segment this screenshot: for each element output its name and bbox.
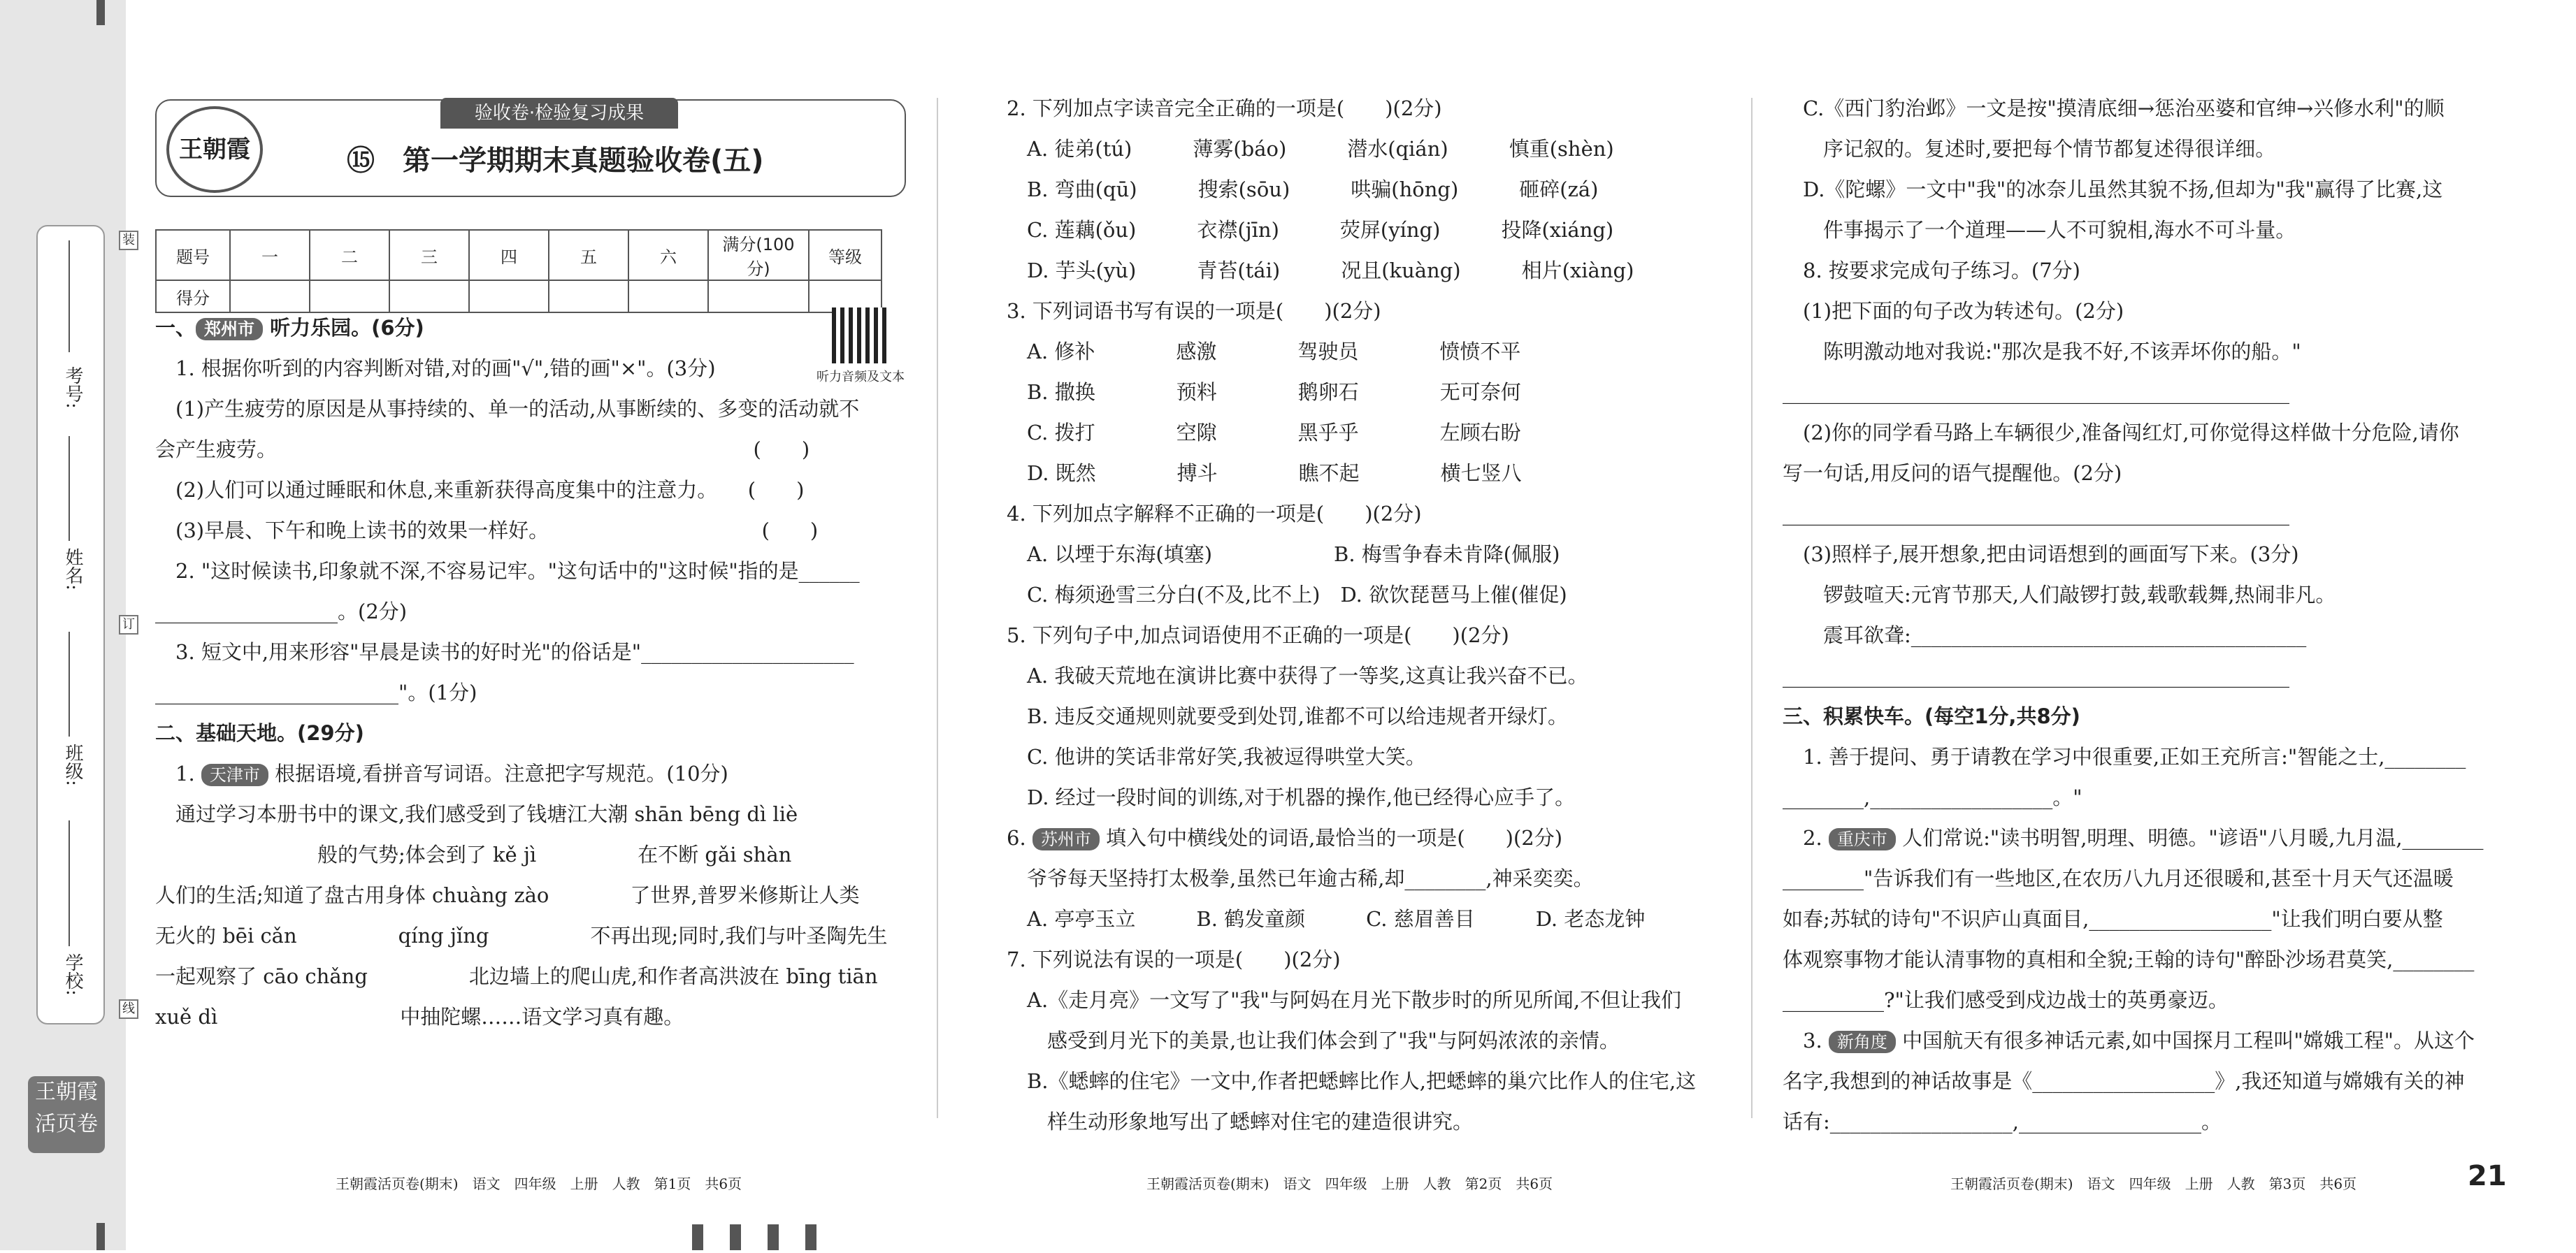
line-text: D. 既然 搏斗 瞧不起 横七竖八 (1007, 461, 1522, 485)
line-text: 5. 下列句子中,加点词语使用不正确的一项是( )(2分) (1007, 623, 1509, 647)
text-line (1007, 88, 1727, 129)
line-text: 7. 下列说法有误的一项是( )(2分) (1007, 948, 1341, 971)
line-text: 2. 下列加点字读音完全正确的一项是( )(2分) (1007, 96, 1442, 120)
column-divider-1 (937, 98, 938, 1118)
text-line (1783, 210, 2517, 250)
footer-page-1: 王朝霞活页卷(期末) 语文 四年级 上册 人教 第1页 共6页 (336, 1175, 742, 1192)
score-cell: 二 (310, 230, 389, 280)
line-text: 3. 下列词语书写有误的一项是( )(2分) (1007, 299, 1381, 323)
line-text: A. 以堙于东海(填塞) B. 梅雪争春未肯降(佩服) (1007, 542, 1560, 566)
line-text: 1. (155, 762, 201, 785)
text-line (1783, 899, 2517, 939)
line-text: (3)早晨、下午和晚上读书的效果一样好。 ( ) (155, 519, 819, 542)
text-line (1783, 980, 2517, 1020)
text-line (1783, 656, 2517, 696)
line-text: B. 违反交通规则就要受到处罚,谁都不可以给违规者开绿灯。 (1007, 704, 1568, 728)
line-text: 话有:__________________,__________________。 (1783, 1110, 2222, 1134)
text-line (1783, 88, 2517, 129)
text-line (1007, 858, 1727, 899)
line-text: 通过学习本册书中的课文,我们感受到了钱塘江大潮 shān bēng dì liè (155, 802, 798, 826)
gutter-mark-bottom (96, 1223, 105, 1250)
text-line (155, 997, 910, 1037)
text-line (155, 875, 910, 915)
page-number: 21 (2468, 1160, 2507, 1192)
text-line (1007, 656, 1727, 696)
column-3 (1783, 88, 2517, 1142)
label-name: 姓名: (62, 548, 83, 591)
score-cell: 题号 (156, 230, 230, 280)
line-text: 体观察事物才能认清事物的真相和全貌;王翰的诗句"醉卧沙场君莫笑,________ (1783, 948, 2475, 971)
line-text: 会产生疲劳。 ( ) (155, 437, 810, 461)
label-class: 班级: (62, 744, 83, 786)
binding-marks (119, 0, 140, 1250)
score-cell: 四 (469, 230, 549, 280)
line-text: __________________________________________________ (1783, 502, 2289, 526)
column-divider-2 (1751, 98, 1753, 1118)
score-cell: 满分(100分) (708, 230, 809, 280)
line-text: B. 弯曲(qū) 搜索(sōu) 哄骗(hōng) 砸碎(zá) (1007, 178, 1599, 201)
score-cell: 六 (628, 230, 708, 280)
line-text: 2. (1783, 826, 1829, 850)
text-line (155, 389, 910, 429)
line-text: (1)把下面的句子改为转述句。(2分) (1783, 299, 2124, 323)
mark-ding: 订 (119, 615, 138, 635)
score-table (155, 229, 882, 313)
line-text: 般的气势;体会到了 kě jì 在不断 gǎi shàn (155, 843, 792, 867)
line-text: 锣鼓喧天:元宵节那天,人们敲锣打鼓,载歌载舞,热闹非凡。 (1783, 583, 2336, 607)
text-line (155, 510, 910, 551)
line-text: D. 芋头(yù) 青苔(tái) 况且(kuàng) 相片(xiàng) (1007, 259, 1634, 282)
text-line (1783, 129, 2517, 169)
line-text: (2)你的同学看马路上车辆很少,准备闯红灯,可你觉得这样做十分危险,请你 (1783, 421, 2459, 444)
text-line (155, 834, 910, 875)
text-line (155, 753, 910, 794)
line-text: C. 拨打 空隙 黑乎乎 左顾右盼 (1007, 421, 1521, 444)
text-line (155, 470, 910, 510)
line-text: (1)产生疲劳的原因是从事持续的、单一的活动,从事断续的、多变的活动就不 (155, 397, 860, 421)
text-line (1007, 493, 1727, 534)
mark-zhuang: 装 (119, 231, 138, 250)
region-tag: 天津市 (201, 764, 268, 786)
line-text: 4. 下列加点字解释不正确的一项是( )(2分) (1007, 502, 1422, 526)
line-text: 一、 (155, 316, 196, 340)
line-text-after: 听力乐园。(6分) (263, 316, 424, 340)
line-text: C.《西门豹治邺》一文是按"摸清底细→惩治巫婆和官绅→兴修水利"的顺 (1783, 96, 2445, 120)
text-line (1783, 858, 2517, 899)
label-school: 学校: (62, 953, 83, 996)
region-tag: 苏州市 (1032, 828, 1100, 850)
page-title (347, 138, 764, 178)
text-line (1783, 412, 2517, 453)
text-line (155, 632, 910, 672)
text-line (155, 307, 910, 348)
line-text: 8. 按要求完成句子练习。(7分) (1783, 259, 2080, 282)
text-line (155, 713, 910, 753)
text-line (1007, 250, 1727, 291)
line-text: 1. 根据你听到的内容判断对错,对的画"√",错的画"×"。(3分) (155, 356, 716, 380)
text-line (1783, 818, 2517, 858)
line-text: 爷爷每天坚持打太极拳,虽然已年逾古稀,却________,神采奕奕。 (1007, 867, 1594, 890)
line-text-after: 根据语境,看拼音写词语。注意把字写规范。(10分) (268, 762, 728, 785)
text-line (1783, 250, 2517, 291)
line-text-after: 中国航天有很多神话元素,如中国探月工程叫"嫦娥工程"。从这个 (1895, 1029, 2475, 1052)
text-line (1007, 412, 1727, 453)
text-line (1007, 980, 1727, 1020)
line-text: xuě dì 中抽陀螺……语文学习真有趣。 (155, 1005, 684, 1029)
text-line (155, 915, 910, 956)
line-text: 2. "这时候读书,印象就不深,不容易记牢。"这句话中的"这时候"指的是______ (155, 559, 860, 583)
text-line (1007, 818, 1727, 858)
line-text: C. 他讲的笑话非常好笑,我被逗得哄堂大笑。 (1007, 745, 1426, 769)
text-line (1007, 372, 1727, 412)
score-cell: 等级 (809, 230, 882, 280)
bottom-marks (692, 1224, 843, 1253)
line-text: A. 我破天荒地在演讲比赛中获得了一等奖,这真让我兴奋不已。 (1007, 664, 1588, 688)
line-class[interactable] (69, 632, 70, 737)
line-text: D. 经过一段时间的训练,对于机器的操作,他已经得心应手了。 (1007, 785, 1576, 809)
line-text: ________________________"。(1分) (155, 681, 477, 704)
text-line (1007, 129, 1727, 169)
line-text: 三、积累快车。(每空1分,共8分) (1783, 704, 2080, 728)
text-line (1783, 574, 2517, 615)
text-line (1007, 1061, 1727, 1101)
gutter-mark-top (96, 0, 105, 25)
qr-label: 听力音频及文本 (816, 370, 905, 384)
text-line (1783, 331, 2517, 372)
text-line (1007, 899, 1727, 939)
line-school[interactable] (69, 820, 70, 946)
line-text: A. 修补 感激 驾驶员 愤愤不平 (1007, 340, 1521, 363)
line-name[interactable] (69, 436, 70, 541)
text-line (1007, 574, 1727, 615)
mark-xian: 线 (119, 999, 138, 1019)
line-text: A.《走月亮》一文写了"我"与阿妈在月光下散步时的所见所闻,不但让我们 (1007, 988, 1682, 1012)
text-line (1007, 453, 1727, 493)
score-cell: 三 (389, 230, 469, 280)
region-tag: 郑州市 (196, 318, 263, 340)
line-text: 人们的生活;知道了盘古用身体 chuàng zào 了世界,普罗米修斯让人类 (155, 883, 860, 907)
text-line (1783, 453, 2517, 493)
line-text: 序记叙的。复述时,要把每个情节都复述得很详细。 (1783, 137, 2276, 161)
line-text: (3)照样子,展开想象,把由词语想到的画面写下来。(3分) (1783, 542, 2299, 566)
line-text: __________?"让我们感受到戍边战士的英勇豪迈。 (1783, 988, 2229, 1012)
text-line (1783, 737, 2517, 777)
line-text: 样生动形象地写出了蟋蟀对住宅的建造很讲究。 (1007, 1110, 1474, 1134)
score-cell: 一 (230, 230, 310, 280)
text-line (1007, 291, 1727, 331)
text-line (1007, 210, 1727, 250)
column-1 (155, 307, 910, 1037)
score-cell: 五 (549, 230, 628, 280)
text-line (1007, 534, 1727, 574)
line-text-after: 填入句中横线处的词语,最恰当的一项是( )(2分) (1099, 826, 1563, 850)
line-text: 一起观察了 cāo chǎng 北边墙上的爬山虎,和作者高洪波在 bīng tiān (155, 964, 878, 988)
line-text: B. 撒换 预料 鹅卵石 无可奈何 (1007, 380, 1521, 404)
text-line (1007, 939, 1727, 980)
text-line (155, 348, 910, 389)
text-line (155, 551, 910, 591)
text-line (1007, 1101, 1727, 1142)
line-text: ________"告诉我们有一些地区,在农历八九月还很暖和,甚至十月天气还温暖 (1783, 867, 2454, 890)
binding-gutter (0, 0, 126, 1250)
text-line (1783, 1101, 2517, 1142)
text-line (155, 591, 910, 632)
line-exam-no[interactable] (69, 240, 70, 352)
line-text: 感受到月光下的美景,也让我们体会到了"我"与阿妈浓浓的亲情。 (1007, 1029, 1620, 1052)
text-line (1007, 1020, 1727, 1061)
line-text: __________________________________________________ (1783, 664, 2289, 688)
footer-page-2: 王朝霞活页卷(期末) 语文 四年级 上册 人教 第2页 共6页 (1146, 1175, 1553, 1192)
text-line (1783, 1061, 2517, 1101)
line-text: (2)人们可以通过睡眠和休息,来重新获得高度集中的注意力。 ( ) (155, 478, 805, 502)
line-text: 如春;苏轼的诗句"不识庐山真面目,__________________"让我们明白要从整 (1783, 907, 2443, 931)
region-tag: 重庆市 (1829, 828, 1896, 850)
text-line (1783, 939, 2517, 980)
footer-page-3: 王朝霞活页卷(期末) 语文 四年级 上册 人教 第3页 共6页 (1950, 1175, 2357, 1192)
student-info-panel (36, 225, 105, 1024)
line-text: 陈明激动地对我说:"那次是我不好,不该弄坏你的船。" (1783, 340, 2301, 363)
text-line (1007, 615, 1727, 656)
line-text: A. 亭亭玉立 B. 鹤发童颜 C. 慈眉善目 D. 老态龙钟 (1007, 907, 1646, 931)
text-line (1783, 493, 2517, 534)
line-text: C. 莲藕(ǒu) 衣襟(jīn) 荧屏(yíng) 投降(xiáng) (1007, 218, 1614, 242)
line-text: D.《陀螺》一文中"我"的冰奈儿虽然其貌不扬,但却为"我"赢得了比赛,这 (1783, 178, 2443, 201)
seal-logo: 王朝霞 (166, 106, 263, 193)
text-line (155, 429, 910, 470)
title-number: ⑮ (347, 145, 375, 177)
line-text: 6. (1007, 826, 1032, 850)
line-text: 写一句话,用反问的语气提醒他。(2分) (1783, 461, 2122, 485)
text-line (1783, 1020, 2517, 1061)
header-tag: 验收卷·检验复习成果 (440, 98, 678, 129)
text-line (1007, 696, 1727, 737)
score-cell: 得分 (156, 280, 230, 312)
line-text: A. 徒弟(tú) 薄雾(báo) 潜水(qián) 慎重(shèn) (1007, 137, 1614, 161)
text-line (1783, 534, 2517, 574)
line-text: 无火的 bēi cǎn qíng jǐng 不再出现;同时,我们与叶圣陶先生 (155, 924, 888, 948)
text-line (1007, 777, 1727, 818)
line-text: __________________。(2分) (155, 600, 408, 623)
text-line (1007, 169, 1727, 210)
label-exam-no: 考号: (62, 366, 83, 409)
line-text: C. 梅须逊雪三分白(不及,比不上) D. 欲饮琵琶马上催(催促) (1007, 583, 1567, 607)
line-text: 1. 善于提问、勇于请教在学习中很重要,正如王充所言:"智能之士,________ (1783, 745, 2466, 769)
line-text: 二、基础天地。(29分) (155, 721, 364, 745)
text-line (155, 672, 910, 713)
text-line (1007, 331, 1727, 372)
line-text-after: 人们常说:"读书明智,明理、明德。"谚语"八月暖,九月温,________ (1895, 826, 2484, 850)
line-text: 3. (1783, 1029, 1829, 1052)
line-text: 名字,我想到的神话故事是《__________________》,我还知道与嫦娥有关的神 (1783, 1069, 2465, 1093)
text-line (1783, 777, 2517, 818)
title-text: 第一学期期末真题验收卷(五) (403, 145, 764, 177)
line-text: 震耳欲聋:_______________________________________ (1783, 623, 2307, 647)
region-tag: 新角度 (1829, 1031, 1896, 1053)
text-line (1783, 372, 2517, 412)
line-text: __________________________________________________ (1783, 380, 2289, 404)
score-header-row (156, 230, 882, 280)
column-2 (1007, 88, 1727, 1142)
text-line (155, 956, 910, 997)
text-line (1783, 291, 2517, 331)
text-line (1783, 169, 2517, 210)
line-text: ________,__________________。" (1783, 785, 2082, 809)
text-line (155, 794, 910, 834)
line-text: B.《蟋蟀的住宅》一文中,作者把蟋蟀比作人,把蟋蟀的巢穴比作人的住宅,这 (1007, 1069, 1697, 1093)
text-line (1783, 615, 2517, 656)
line-text: 件事揭示了一个道理——人不可貌相,海水不可斗量。 (1783, 218, 2296, 242)
line-text: 3. 短文中,用来形容"早晨是读书的好时光"的俗话是"_____________________ (155, 640, 854, 664)
text-line (1783, 696, 2517, 737)
brand-logo: 王朝霞活页卷 (28, 1076, 105, 1153)
text-line (1007, 737, 1727, 777)
